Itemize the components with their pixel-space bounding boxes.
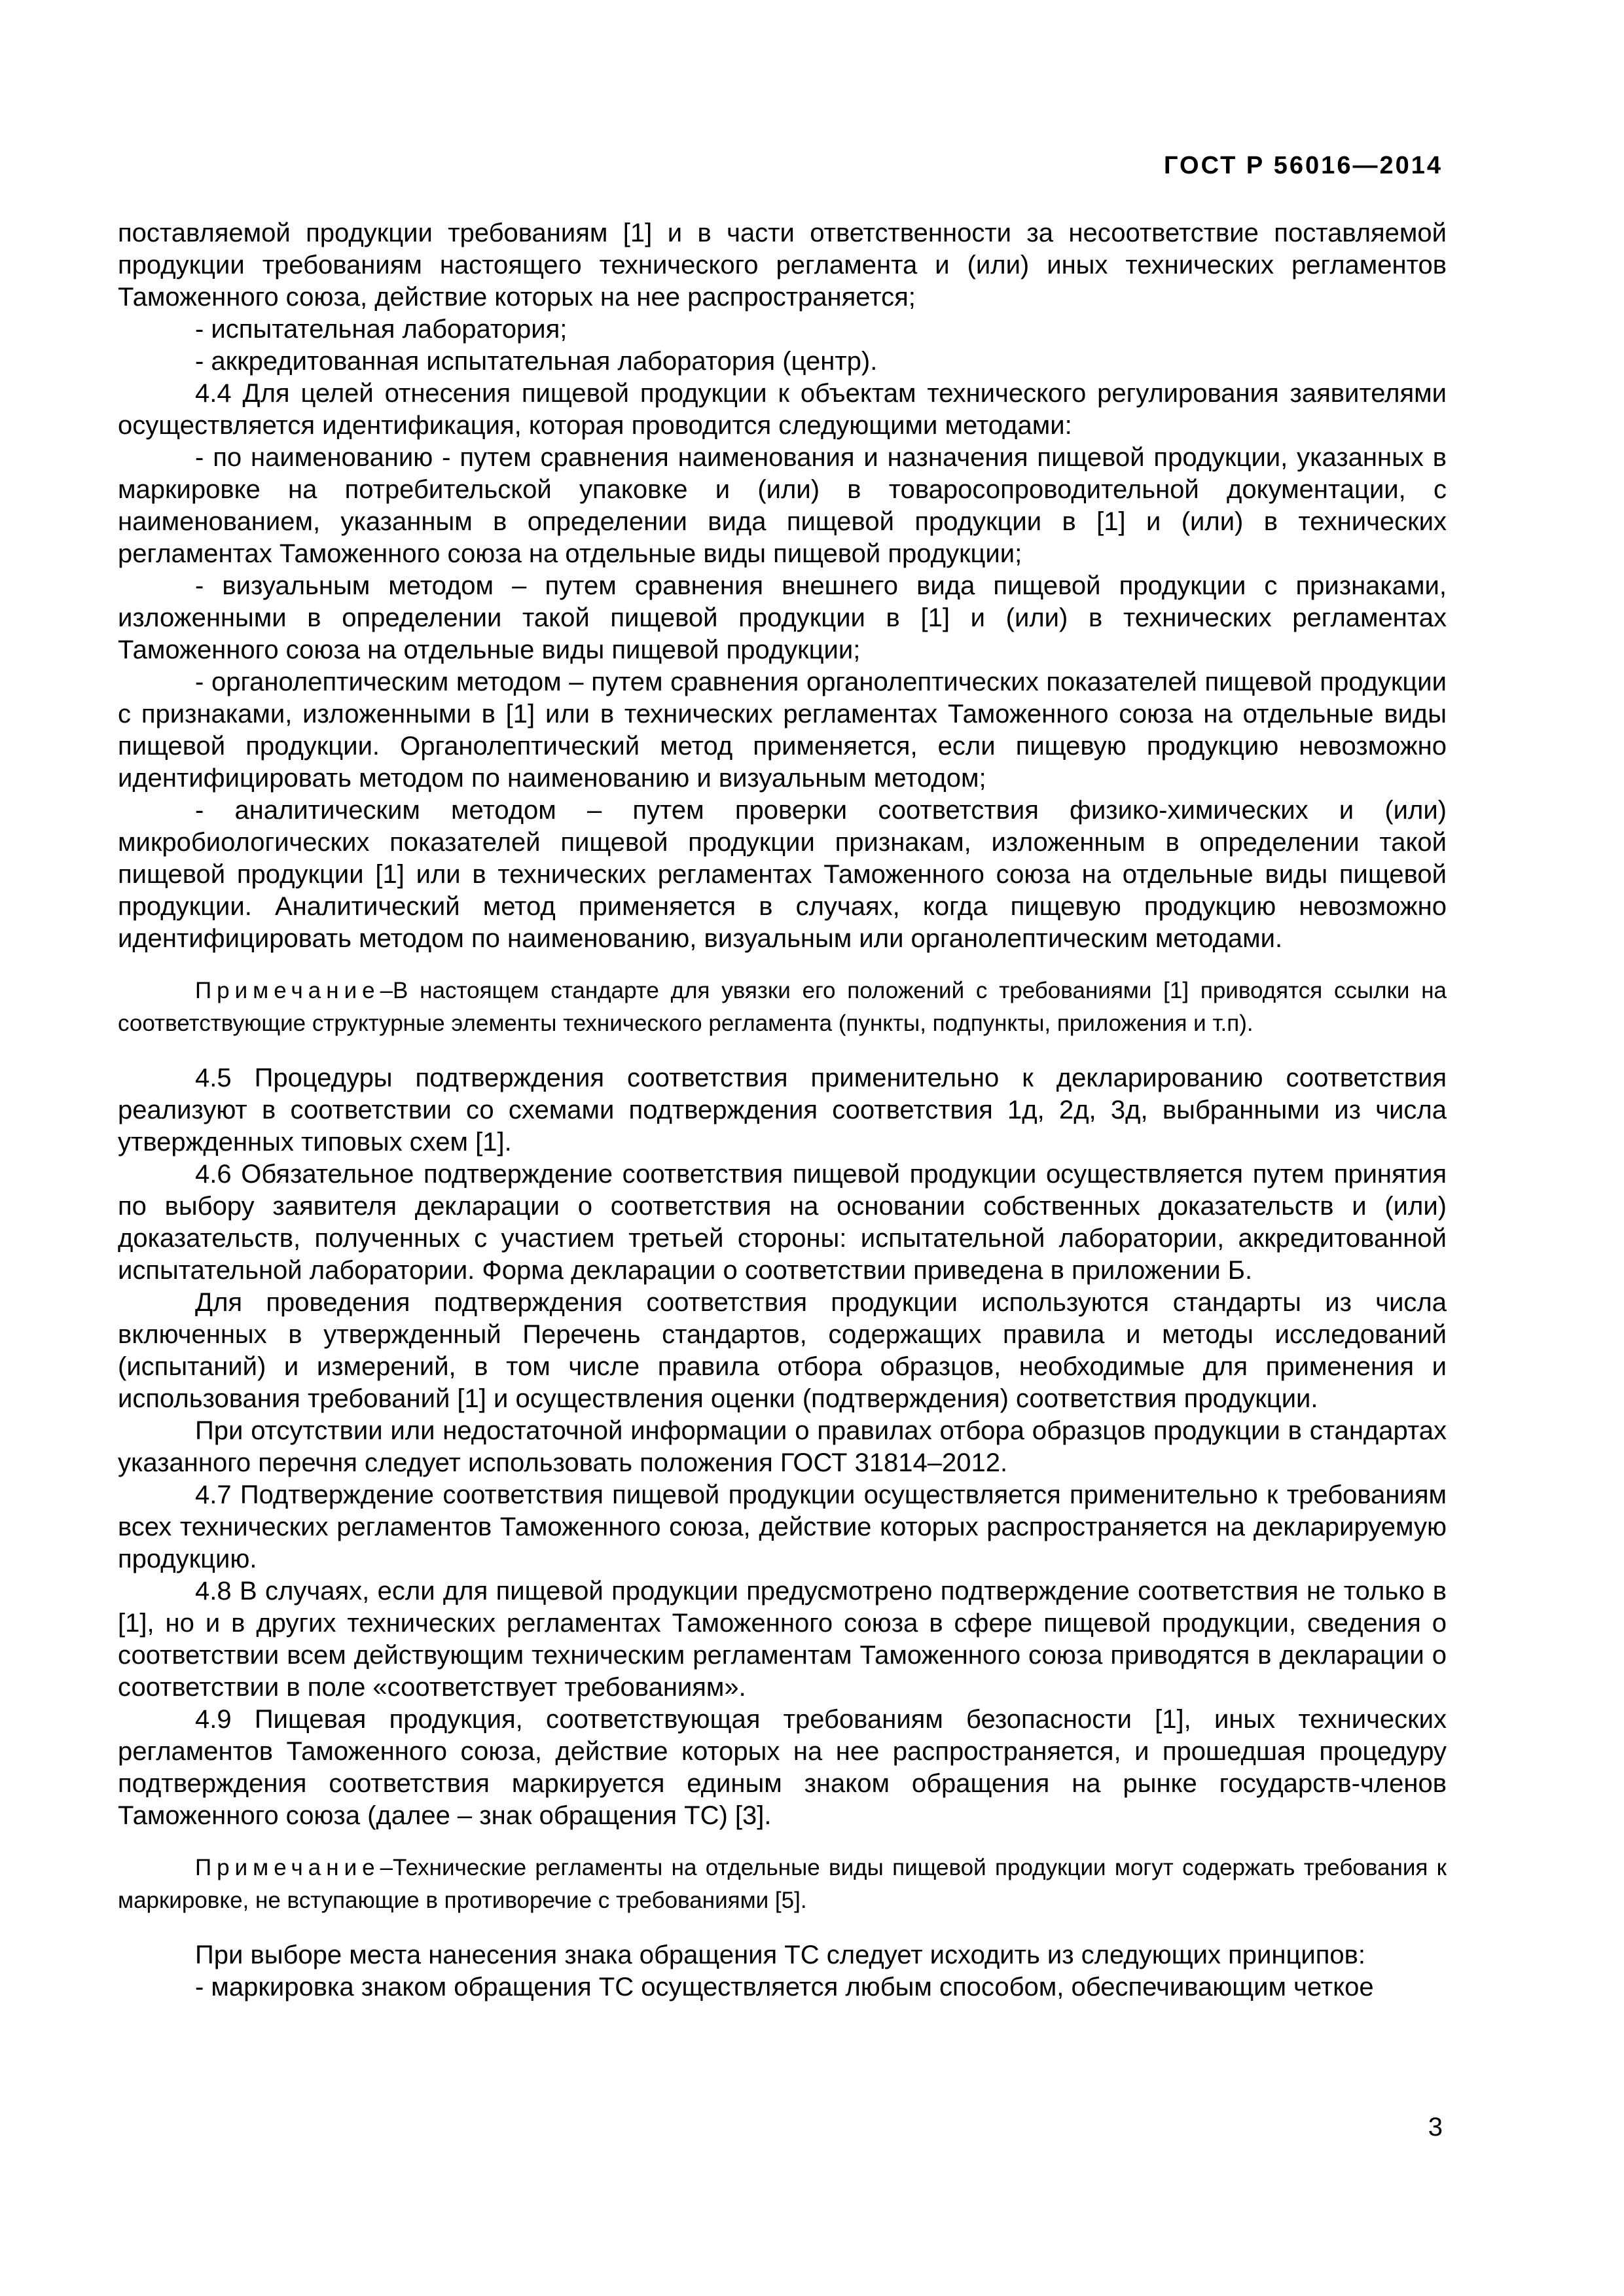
paragraph: Для проведения подтверждения соответствия продукции используются стандарты из числа включенных в утвержденный Перечень стандартов, содержащих правила и методы исследований (испытаний) и измерений, в том числе правила отбора образцов, необходимые для применения и использования требований [1] и осуществления оценки (подтверждения) соответствия продукции.: [118, 1288, 1447, 1413]
list-item: - аналитическим методом – путем проверки соответствия физико-химических и (или) микробиологических показателей пищевой продукции признакам, изложенным в определении такой пищевой продукции [1] или в технических регламентах Таможенного союза на отдельные виды пищевой продукции. Аналитический метод применяется в случаях, когда пищевую продукцию невозможно идентифицировать методом по наименованию, визуальным или органолептическим методами.: [118, 796, 1447, 953]
page-number: 3: [1428, 2113, 1443, 2142]
list-item: - органолептическим методом – путем сравнения органолептических показателей пищевой продукции с признаками, изложенными в [1] или в технических регламентах Таможенного союза на отдельные виды пищевой продукции. Органолептический метод применяется, если пищевую продукцию невозможно идентифицировать методом по наименованию и визуальным методом;: [118, 668, 1447, 793]
standard-designation: ГОСТ Р 56016—2014: [1164, 152, 1443, 179]
clause-4-9: 4.9 Пищевая продукция, соответствующая требованиям безопасности [1], иных технических регламентов Таможенного союза, действие которых на нее распространяется, и прошедшая процедуру подтверждения соответствия маркируется единым знаком обращения на рынке государств-членов Таможенного союза (далее – знак обращения ТС) [3].: [118, 1705, 1447, 1830]
paragraph: При отсутствии или недостаточной информации о правилах отбора образцов продукции в стандартах указанного перечня следует использовать положения ГОСТ 31814–2012.: [118, 1416, 1447, 1477]
list-item: - визуальным методом – путем сравнения внешнего вида пищевой продукции с признаками, изложенными в определении такой пищевой продукции в [1] и (или) в технических регламентах Таможенного союза на отдельные виды пищевой продукции;: [118, 571, 1447, 664]
page-body: [118, 217, 1447, 2003]
paragraph: При выборе места нанесения знака обращения ТС следует исходить из следующих принципов:: [195, 1941, 1365, 1969]
note-text: –В настоящем стандарте для увязки его положений с требованиями [1] приводятся ссылки на соответствующие структурные элементы технического регламента (пункты, подпункты, приложения и т.п).: [118, 978, 1447, 1036]
note: [118, 1852, 1447, 1917]
clause-4-5: 4.5 Процедуры подтверждения соответствия применительно к декларированию соответствия реализуют в соответствии со схемами подтверждения соответствия 1д, 2д, 3д, выбранными из числа утвержденных типовых схем [1].: [118, 1064, 1447, 1157]
note: [118, 975, 1447, 1040]
list-item: - маркировка знаком обращения ТС осуществляется любым способом, обеспечивающим четкое: [195, 1973, 1374, 2001]
paragraph: поставляемой продукции требованиям [1] и в части ответственности за несоответствие поставляемой продукции требованиям настоящего технического регламента и (или) иных технических регламентов Таможенного союза, действие которых на нее распространяется;: [118, 219, 1447, 312]
note-label: Примечание: [195, 1855, 380, 1880]
list-item: - испытательная лаборатория;: [195, 315, 568, 344]
clause-4-8: 4.8 В случаях, если для пищевой продукции предусмотрено подтверждение соответствия не только в [1], но и в других технических регламентах Таможенного союза в сфере пищевой продукции, сведения о соответствии всем действующим техническим регламентам Таможенного союза приводятся в декларации о соответствии в поле «соответствует требованиям».: [118, 1577, 1447, 1702]
note-label: Примечание: [195, 978, 380, 1003]
clause-4-7: 4.7 Подтверждение соответствия пищевой продукции осуществляется применительно к требованиям всех технических регламентов Таможенного союза, действие которых распространяется на декларируемую продукцию.: [118, 1480, 1447, 1573]
list-item: - аккредитованная испытательная лаборатория (центр).: [195, 347, 878, 376]
list-item: - по наименованию - путем сравнения наименования и назначения пищевой продукции, указанных в маркировке на потребительской упаковке и (или) в товаросопроводительной документации, с наименованием, указанным в определении вида пищевой продукции в [1] и (или) в технических регламентах Таможенного союза на отдельные виды пищевой продукции;: [118, 443, 1447, 568]
clause-4-6: 4.6 Обязательное подтверждение соответствия пищевой продукции осуществляется путем принятия по выбору заявителя декларации о соответствия на основании собственных доказательств и (или) доказательств, полученных с участием третьей стороны: испытательной лаборатории, аккредитованной испытательной лаборатории. Форма декларации о соответствии приведена в приложении Б.: [118, 1160, 1447, 1285]
note-text: –Технические регламенты на отдельные виды пищевой продукции могут содержать требования к маркировке, не вступающие в противоречие с требованиями [5].: [118, 1855, 1447, 1913]
clause-4-4: 4.4 Для целей отнесения пищевой продукции к объектам технического регулирования заявителями осуществляется идентификация, которая проводится следующими методами:: [118, 379, 1447, 440]
